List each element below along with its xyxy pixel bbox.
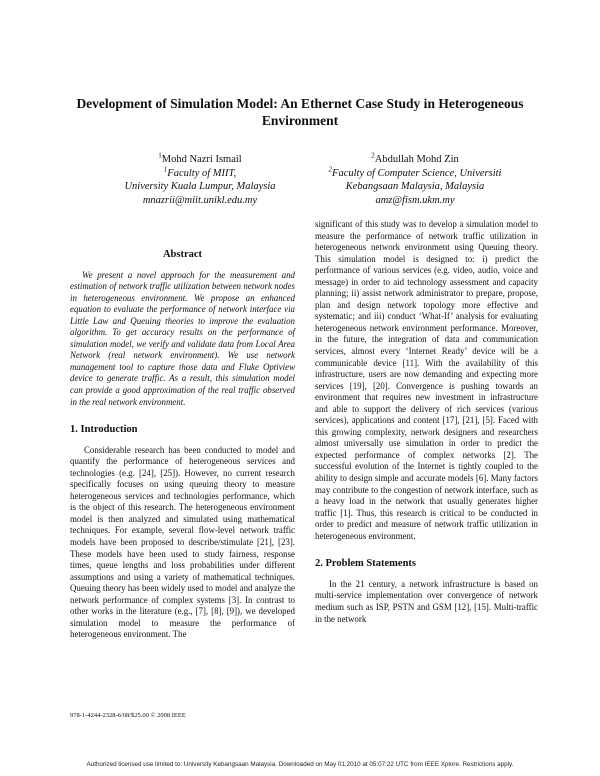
author-superscript: 1 (158, 151, 162, 160)
introduction-text: Considerable research has been conducted to model and quantify the performance of heterogeneous services and technologies (e.g. [24], [25]). However, no current research specifically focuses on using queuing theory to measure heterogeneous services and technologies performance, which is the object of this research. The heterogeneous environment model is then analyzed and simulated using mathematical techniques. For example, several flow-level network traffic models have been proposed to describe/stimulate [21], [23]. These models have been used to study fairness, response times, queue lengths and loss probabilities under different assumptions and using a variety of mathematical techniques. Queuing theory has been widely used to model and analyze the network performance of complex systems [3]. In contrast to other works in the literature (e.g., [7], [8], [9]), we developed simulation model to measure the performance of heterogeneous environment. The (70, 444, 295, 640)
problem-statements-heading: 2. Problem Statements (315, 558, 416, 570)
author-affiliation-line (95, 167, 305, 181)
author-email: amz@fism.ukm.my (375, 194, 455, 206)
affiliation-superscript: 1 (163, 165, 168, 173)
author-institution: University Kuala Lumpur, Malaysia (124, 181, 276, 192)
left-column (70, 249, 295, 641)
abstract-text: We present a novel approach for the measurement and estimation of network traffic utilization between network nodes in heterogeneous environment. We propose an enhanced equation to evaluate the performance of network interface via Little Law and Queuing theories to improve the evaluation algorithm. To get accuracy results on the performance of simulation model, we verify and validate data from Local Area Network (real network environment). We use network management tool to capture those data and Fluke Optiview device to generate traffic. As a result, this simulation model can provide a good approximation of the real traffic observed in the real network environment. (70, 269, 295, 407)
introduction-heading: 1. Introduction (70, 424, 138, 436)
affiliation-superscript: 2 (328, 165, 333, 173)
author-institution: Kebangsaan Malaysia, Malaysia (345, 181, 485, 192)
author-affiliation: Faculty of Computer Science, Universiti (332, 167, 502, 179)
author-name-line (95, 153, 305, 167)
introduction-continuation: significant of this study was to develop a simulation model to measure the performance of network traffic utilization in heterogeneous network environment using Queuing theory. This simulation model is designed to: i) predict the performance of various services (e.g. video, audio, voice and message) in order to aid technology assessment and capacity planning; ii) assist network administrator to prepare, propose, plan and design network topology more effective and systematic; and iii) conduct ‘What-If’ analysis for evaluating heterogeneous network environment performance. Moreover, in the future, the integration of data and communication services, almost every ‘Internet Ready’ device will be a communicable device [11]. With the availability of this infrastructure, users are now demanding and expecting more services [19], [20]. Convergence is pushing towards an environment that requires new investment in infrastructure and able to support the delivery of rich services (various services), applications and content [17], [21], [5]. Faced with this growing complexity, network designers and researchers almost universally use simulation in order to predict the expected performance of complex networks [2]. The successful evolution of the Internet is tightly coupled to the ability to design simple and accurate models [6]. Many factors may contribute to the congestion of network interface, such as a heavy load in the network that usually generates higher traffic [1]. Thus, this research is critical to be conducted in order to predict and measure of network traffic utilization in heterogeneous environment. (315, 219, 538, 541)
author-block-1 (95, 153, 305, 207)
paper-title: Development of Simulation Model: An Ethernet Case Study in Heterogeneous Environment (76, 96, 524, 128)
abstract-heading: Abstract (162, 249, 203, 260)
copyright-notice: 978-1-4244-2328-6/08/$25.00 © 2008 IEEE (70, 712, 186, 719)
right-column (315, 219, 538, 625)
author-affiliation-line (300, 167, 530, 181)
author-email: mnazrii@miit.unikl.edu.my (142, 194, 258, 206)
download-footer: Authorized licensed use limited to: University Kebangsaan Malaysia. Downloaded on May 01,2010 at 05:07:22 UTC from IEEE Xplore. Restrictions apply. (86, 761, 514, 768)
author-name-line (300, 153, 530, 167)
author-block-2 (300, 153, 530, 207)
author-name: Abdullah Mohd Zin (374, 154, 459, 165)
author-affiliation: Faculty of MIIT, (167, 167, 237, 179)
author-name: Mohd Nazri Ismail (161, 154, 242, 165)
problem-statements-text: In the 21 century, a network infrastructure is based on multi-service implementation over convergence of network medium such as ISP, PSTN and GSM [12], [15]. Multi-traffic in the network (315, 578, 538, 624)
author-superscript: 2 (371, 151, 375, 160)
